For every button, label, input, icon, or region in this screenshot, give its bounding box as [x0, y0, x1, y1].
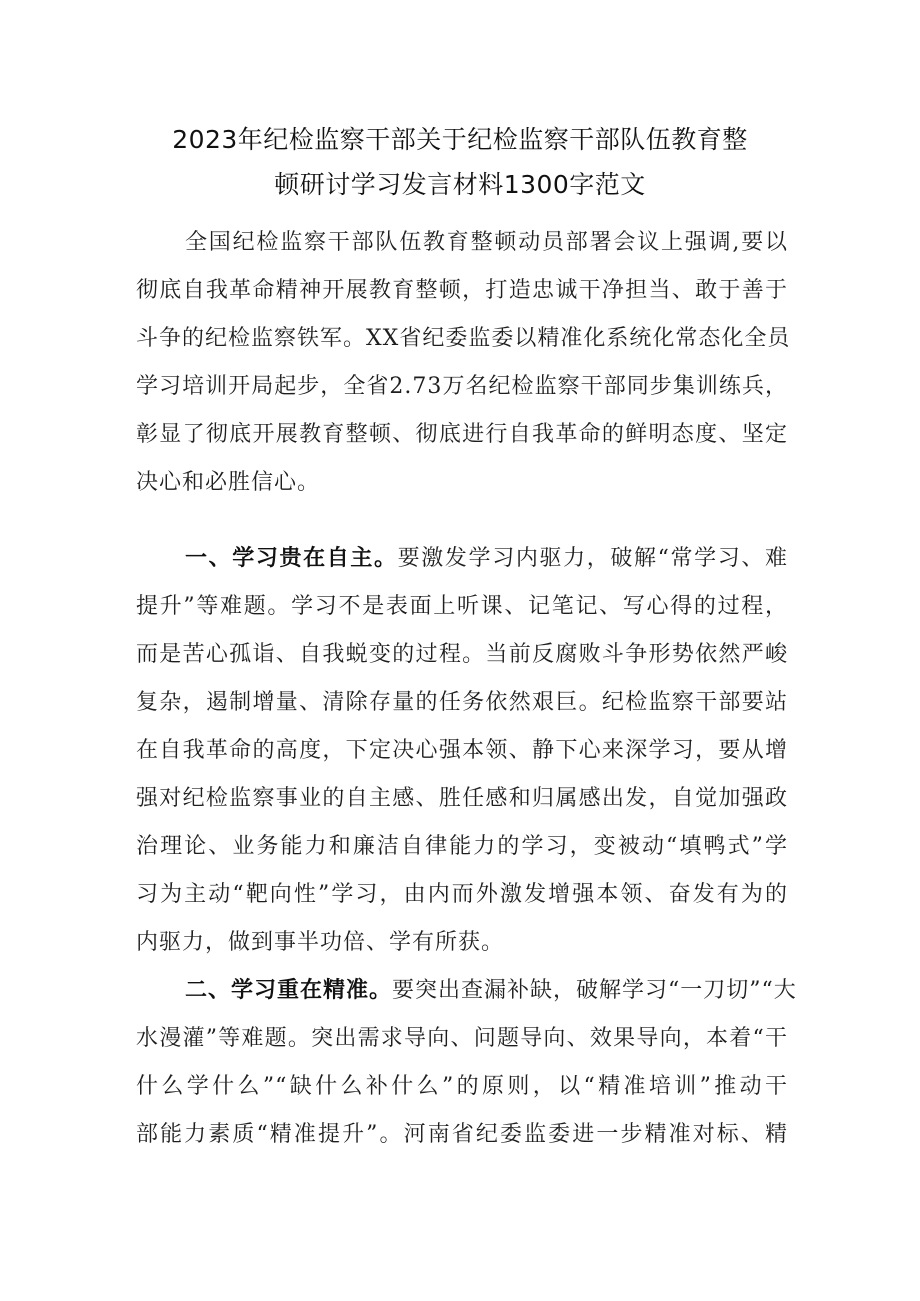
document-title-line-1: 2023年纪检监察干部关于纪检监察干部队伍教育整	[172, 125, 748, 154]
paragraph-line: 习为主动“靶向性”学习，由内而外激发增强本领、奋发有为的	[136, 882, 788, 907]
document-title-line-2: 顿研讨学习发言材料1300字范文	[274, 170, 646, 199]
paragraph-line-text: 要激发学习内驱力，破解“常学习、难	[397, 546, 788, 571]
paragraph-line	[185, 540, 788, 578]
paragraph-line	[185, 972, 797, 1010]
paragraph-line: 彰显了彻底开展教育整顿、彻底进行自我革命的鲜明态度、坚定	[136, 422, 788, 447]
paragraph-line: 提升”等难题。学习不是表面上听课、记笔记、写心得的过程，	[136, 594, 788, 619]
paragraph-line: 部能力素质“精准提升”。河南省纪委监委进一步精准对标、精	[136, 1122, 788, 1147]
paragraph-line: 水漫灌”等难题。突出需求导向、问题导向、效果导向，本着“干	[136, 1026, 788, 1051]
paragraph-line: 而是苦心孤诣、自我蜕变的过程。当前反腐败斗争形势依然严峻	[136, 642, 788, 667]
paragraph-line: 内驱力，做到事半功倍、学有所获。	[136, 930, 505, 955]
paragraph-line: 复杂，遏制增量、清除存量的任务依然艰巨。纪检监察干部要站	[136, 690, 788, 715]
paragraph-line: 在自我革命的高度，下定决心强本领、静下心来深学习，要从增	[136, 738, 788, 763]
paragraph-line: 决心和必胜信心。	[136, 470, 321, 495]
paragraph-line: 强对纪检监察事业的自主感、胜任感和归属感出发，自觉加强政	[136, 786, 788, 811]
paragraph-line: 彻底自我革命精神开展教育整顿，打造忠诚干净担当、敢于善于	[136, 278, 788, 303]
paragraph-line-text: 要突出查漏补缺，破解学习“一刀切”“大	[392, 978, 797, 1003]
paragraph-line: 斗争的纪检监察铁军。XX省纪委监委以精准化系统化常态化全员	[136, 326, 791, 351]
section-heading: 一、学习贵在自主。	[185, 546, 398, 571]
paragraph-line: 什么学什么”“缺什么补什么”的原则，以“精准培训”推动干	[136, 1074, 788, 1099]
paragraph-line: 学习培训开局起步，全省2.73万名纪检监察干部同步集训练兵，	[136, 374, 788, 399]
paragraph-line: 全国纪检监察干部队伍教育整顿动员部署会议上强调,要以	[185, 230, 788, 255]
paragraph-line: 治理论、业务能力和廉洁自律能力的学习，变被动“填鸭式”学	[136, 834, 788, 859]
section-heading: 二、学习重在精准。	[185, 978, 393, 1003]
